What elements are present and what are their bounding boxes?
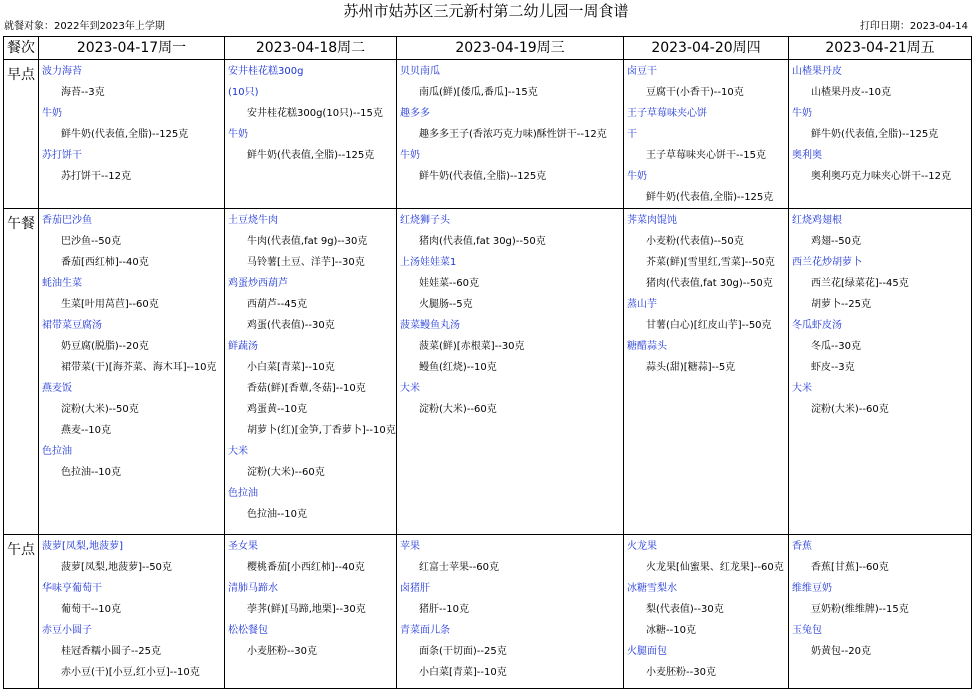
dish-name: 维维豆奶 [792,583,832,594]
meal-label: 午点 [4,535,39,689]
dish-name: 西兰花炒胡萝卜 [792,257,862,268]
print-date: 打印日期：2023-04-14 [859,21,968,32]
ingredient-line: 南瓜(鲜)[倭瓜,番瓜]--15克 [419,87,538,98]
dish-name: 牛奶 [42,108,62,119]
dish-name: 牛奶 [228,129,248,140]
menu-cell [789,60,971,187]
menu-cell [397,209,623,420]
dish-name: 上汤娃娃菜1 [400,257,457,268]
ingredient-line: 芥菜(鲜)[雪里红,雪菜]--50克 [646,257,775,268]
dish-name: 奥利奥 [792,150,822,161]
dish-name: 松松餐包 [228,625,268,636]
ingredient-line: 小麦粉(代表值)--50克 [646,236,744,247]
meal-row-snack [4,535,972,689]
ingredient-line: 生菜[叶用莴苣]--60克 [61,299,159,310]
menu-cell [39,60,224,187]
ingredient-line: 西葫芦--45克 [247,299,307,310]
dish-name: 华味亨葡萄干 [42,583,102,594]
ingredient-line: 菠萝[凤梨,地菠萝]--50克 [61,562,172,573]
ingredient-line: 甘薯(白心)[红皮山芋]--50克 [646,320,772,331]
ingredient-line: 香蕉[甘蕉]--60克 [811,562,889,573]
dish-name: 色拉油 [228,488,258,499]
meal-header: 餐次 [4,37,39,60]
dish-name: 王子草莓味夹心饼 [627,108,707,119]
menu-cell [225,60,396,166]
ingredient-line: 火龙果[仙蜜果、红龙果]--60克 [646,562,784,573]
menu-cell [789,535,971,662]
dish-name: 红烧鸡翅根 [792,215,842,226]
menu-cell [39,209,224,483]
dish-name: 火龙果 [627,541,657,552]
dish-name: (10只) [228,87,259,98]
dish-name: 土豆烧牛肉 [228,215,278,226]
ingredient-line: 淀粉(大米)--60克 [811,404,889,415]
dish-name: 色拉油 [42,446,72,457]
ingredient-line: 海苔--3克 [61,87,105,98]
ingredient-line: 山楂果丹皮--10克 [811,87,891,98]
dish-name: 燕麦饭 [42,383,72,394]
ingredient-line: 奶豆腐(脱脂)--20克 [61,341,149,352]
dish-name: 牛奶 [792,108,812,119]
dish-name: 卤豆干 [627,66,657,77]
menu-cell [397,60,623,187]
ingredient-line: 色拉油--10克 [61,467,121,478]
ingredient-line: 鸡蛋(代表值)--30克 [247,320,335,331]
menu-table [3,36,972,689]
dish-name: 山楂果丹皮 [792,66,842,77]
menu-cell [39,535,224,683]
ingredient-line: 鸡蛋黄--10克 [247,404,307,415]
ingredient-line: 鲜牛奶(代表值,全脂)--125克 [811,129,939,140]
ingredient-line: 面条(干切面)--25克 [419,646,507,657]
target-label: 就餐对象：2022年到2023年上学期 [4,21,165,32]
dish-name: 鸡蛋炒西葫芦 [228,278,288,289]
ingredient-line: 番茄[西红柿]--40克 [61,257,149,268]
ingredient-line: 豆腐干(小香干)--10克 [646,87,744,98]
dish-name: 香蕉 [792,541,812,552]
ingredient-line: 香菇(鲜)[香蕈,冬菇]--10克 [247,383,366,394]
ingredient-line: 菠菜(鲜)[赤根菜]--30克 [419,341,525,352]
meal-row-lunch [4,209,972,535]
menu-cell [624,209,788,378]
day-header: 2023-04-19周三 [397,37,624,60]
dish-name: 牛奶 [400,150,420,161]
menu-cell [225,535,396,662]
ingredient-line: 胡萝卜--25克 [811,299,871,310]
ingredient-line: 王子草莓味夹心饼干--15克 [646,150,766,161]
dish-name: 菠菜鳗鱼丸汤 [400,320,460,331]
ingredient-line: 鲜牛奶(代表值,全脂)--125克 [646,192,774,203]
dish-name: 裙带菜豆腐汤 [42,320,102,331]
dish-name: 贝贝南瓜 [400,66,440,77]
ingredient-line: 小麦胚粉--30克 [646,667,716,678]
dish-name: 鲜蔬汤 [228,341,258,352]
dish-name: 香茄巴沙鱼 [42,215,92,226]
ingredient-line: 鸡翅--50克 [811,236,861,247]
ingredient-line: 葡萄干--10克 [61,604,121,615]
dish-name: 冬瓜虾皮汤 [792,320,842,331]
ingredient-line: 安井桂花糕300g(10只)--15克 [247,108,383,119]
menu-cell [624,535,788,683]
dish-name: 大米 [228,446,248,457]
meal-row-breakfast [4,60,972,209]
dish-name: 大米 [400,383,420,394]
dish-name: 大米 [792,383,812,394]
ingredient-line: 小白菜[青菜]--10克 [419,667,507,678]
ingredient-line: 红富士苹果--60克 [419,562,499,573]
page-title: 苏州市姑苏区三元新村第二幼儿园一周食谱 [343,2,629,20]
dish-name: 牛奶 [627,171,647,182]
dish-name: 安井桂花糕300g [228,66,304,77]
ingredient-line: 巴沙鱼--50克 [61,236,121,247]
day-header: 2023-04-20周四 [624,37,789,60]
dish-name: 赤豆小圆子 [42,625,92,636]
ingredient-line: 鲜牛奶(代表值,全脂)--125克 [419,171,547,182]
meal-label: 早点 [4,60,39,209]
ingredient-line: 小麦胚粉--30克 [247,646,317,657]
ingredient-line: 西兰花[绿菜花]--45克 [811,278,909,289]
ingredient-line: 苏打饼干--12克 [61,171,131,182]
day-header: 2023-04-17周一 [39,37,225,60]
ingredient-line: 梨(代表值)--30克 [646,604,724,615]
ingredient-line: 娃娃菜--60克 [419,278,479,289]
ingredient-line: 猪肉(代表值,fat 30g)--50克 [646,278,773,289]
dish-name: 苏打饼干 [42,150,82,161]
ingredient-line: 冬瓜--30克 [811,341,861,352]
ingredient-line: 桂冠香糯小圆子--25克 [61,646,161,657]
dish-name: 卤猪肝 [400,583,430,594]
dish-name: 冰糖雪梨水 [627,583,677,594]
ingredient-line: 冰糖--10克 [646,625,696,636]
day-header: 2023-04-18周二 [225,37,397,60]
ingredient-line: 火腿肠--5克 [419,299,473,310]
menu-cell [789,209,971,420]
dish-name: 荠菜肉馄饨 [627,215,677,226]
ingredient-line: 荸荠(鲜)[马蹄,地栗]--30克 [247,604,366,615]
ingredient-line: 奶黄包--20克 [811,646,871,657]
ingredient-line: 胡萝卜(红)[金笋,丁香萝卜]--10克 [247,425,396,436]
ingredient-line: 樱桃番茄[小西红柿]--40克 [247,562,365,573]
ingredient-line: 燕麦--10克 [61,425,111,436]
dish-name: 菠萝[凤梨,地菠萝] [42,541,123,552]
ingredient-line: 豆奶粉(维维牌)--15克 [811,604,909,615]
dish-name: 糖醋蒜头 [627,341,667,352]
dish-name: 蒸山芋 [627,299,657,310]
ingredient-line: 裙带菜(干)[海芥菜、海木耳]--10克 [61,362,217,373]
ingredient-line: 鲜牛奶(代表值,全脂)--125克 [247,150,375,161]
ingredient-line: 淀粉(大米)--60克 [419,404,497,415]
ingredient-line: 猪肝--10克 [419,604,469,615]
dish-name: 趣多多 [400,108,430,119]
ingredient-line: 猪肉(代表值,fat 30g)--50克 [419,236,546,247]
ingredient-line: 小白菜[青菜]--10克 [247,362,335,373]
ingredient-line: 奥利奥巧克力味夹心饼干--12克 [811,171,951,182]
menu-cell [225,209,396,525]
dish-name: 蚝油生菜 [42,278,82,289]
header-row [4,37,972,60]
dish-name: 干 [627,129,637,140]
dish-name: 火腿面包 [627,646,667,657]
dish-name: 圣女果 [228,541,258,552]
dish-name: 红烧狮子头 [400,215,450,226]
ingredient-line: 趣多多王子(香浓巧克力味)酥性饼干--12克 [419,129,607,140]
dish-name: 苹果 [400,541,420,552]
ingredient-line: 色拉油--10克 [247,509,307,520]
dish-name: 青菜面儿条 [400,625,450,636]
ingredient-line: 牛肉(代表值,fat 9g)--30克 [247,236,368,247]
day-header: 2023-04-21周五 [789,37,972,60]
ingredient-line: 淀粉(大米)--50克 [61,404,139,415]
ingredient-line: 淀粉(大米)--60克 [247,467,325,478]
ingredient-line: 马铃薯[土豆、洋芋]--30克 [247,257,365,268]
ingredient-line: 鳗鱼(红烧)--10克 [419,362,497,373]
menu-cell [624,60,788,208]
meal-label: 午餐 [4,209,39,535]
dish-name: 玉兔包 [792,625,822,636]
menu-cell [397,535,623,683]
ingredient-line: 赤小豆(干)[小豆,红小豆]--10克 [61,667,200,678]
dish-name: 波力海苔 [42,66,82,77]
ingredient-line: 虾皮--3克 [811,362,855,373]
ingredient-line: 蒜头(甜)[糖蒜]--5克 [646,362,736,373]
dish-name: 清肺马蹄水 [228,583,278,594]
ingredient-line: 鲜牛奶(代表值,全脂)--125克 [61,129,189,140]
